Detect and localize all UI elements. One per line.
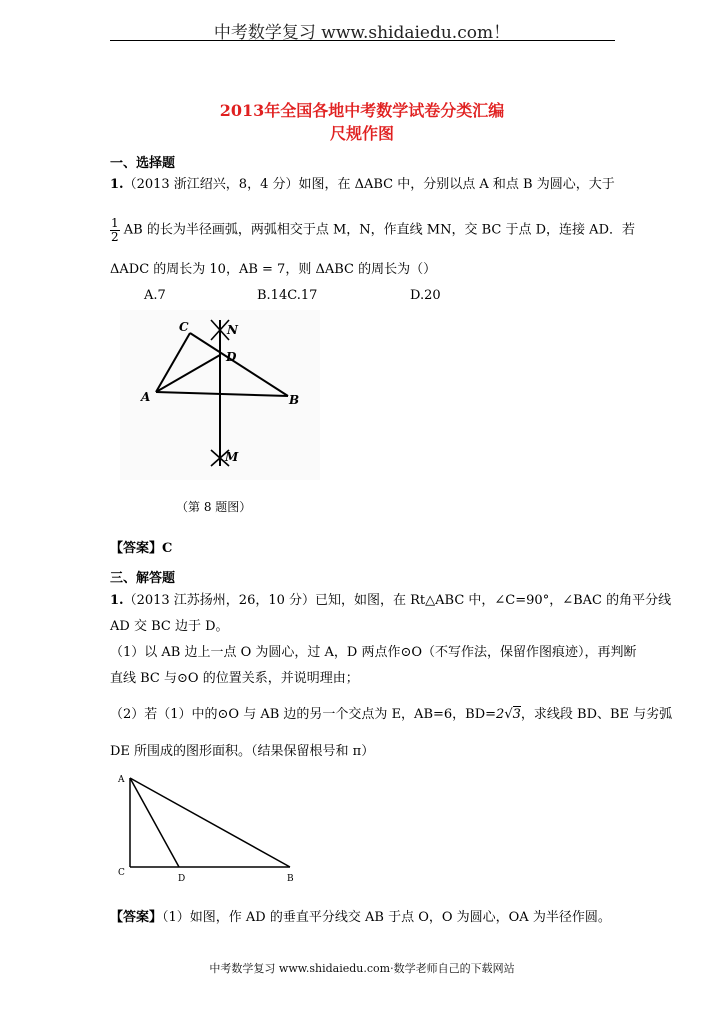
label-d: D <box>178 874 186 884</box>
doc-title: 2013年全国各地中考数学试卷分类汇编 <box>219 101 505 120</box>
label-d: D <box>226 350 237 364</box>
label-n: N <box>227 323 238 337</box>
page-footer: 中考数学复习 www.shidaiedu.com·数学老师自己的下载网站 <box>209 962 515 975</box>
q2-text-line2: AD 交 BC 边于 D。 <box>110 619 229 634</box>
q2-text-line5b: ，求线段 BD、BE 与劣弧 <box>520 707 673 722</box>
sqrt-sign: √ <box>504 707 513 722</box>
q2-text-line1: （2013 江苏扬州，26，10 分）已知，如图，在 Rt△ABC 中，∠C=90°，∠BAC 的角平分线 <box>123 593 672 608</box>
q1-line1 <box>110 178 615 192</box>
fraction-one-half <box>110 217 120 244</box>
q1-line2 <box>110 217 635 249</box>
label-b: B <box>289 393 300 407</box>
q1-text-line3: ΔADC 的周长为 10，AB = 7，则 ΔABC 的周长为（） <box>110 262 437 277</box>
sqrt-coefficient: 2 <box>496 707 505 722</box>
label-a: A <box>141 390 151 404</box>
sqrt-expression <box>496 706 521 722</box>
frac-numerator: 1 <box>111 216 119 230</box>
q1-answer: 【答案】C <box>110 541 173 556</box>
q2-line1 <box>110 594 671 608</box>
q1-text-line1: （2013 浙江绍兴，8，4 分）如图，在 ΔABC 中，分别以点 A 和点 B 为圆心，大于 <box>123 177 615 192</box>
q1-option-bc: B.14C.17 <box>257 288 318 303</box>
label-c: C <box>179 320 189 334</box>
q1-triangle-figure <box>120 310 320 480</box>
q1-text-line2: AB 的长为半径画弧，两弧相交于点 M，N，作直线 MN，交 BC 于点 D，连接 AD．若 <box>123 222 635 238</box>
q2-number: 1. <box>110 593 124 608</box>
label-b: B <box>287 874 294 884</box>
q2-answer-text: （1）如图，作 AD 的垂直平分线交 AB 于点 O，O 为圆心，OA 为半径作圆。 <box>162 910 611 925</box>
q2-text-line4: 直线 BC 与⊙O 的位置关系，并说明理由； <box>110 671 359 686</box>
sqrt-radicand: 3 <box>512 707 521 722</box>
header-rule <box>110 40 615 41</box>
label-c: C <box>118 868 125 878</box>
q2-answer <box>110 911 611 925</box>
doc-subtitle: 尺规作图 <box>329 124 394 143</box>
q2-line5 <box>110 708 672 722</box>
q2-text-line5a: （2）若（1）中的⊙O 与 AB 边的另一个交点为 E，AB=6，BD= <box>110 707 497 722</box>
q2-text-line3: （1）以 AB 边上一点 O 为圆心，过 A，D 两点作⊙O（不写作法，保留作图痕迹），再判断 <box>110 645 637 660</box>
q2-right-triangle-figure <box>110 768 310 888</box>
q2-text-line6: DE 所围成的图形面积。（结果保留根号和 π） <box>110 744 375 759</box>
q1-figure-caption: （第 8 题图） <box>176 500 252 514</box>
section-heading-solutions: 三、解答题 <box>110 571 176 586</box>
frac-denominator: 2 <box>111 230 119 244</box>
q2-answer-label: 【答案】 <box>110 910 163 925</box>
section-heading-choice: 一、选择题 <box>110 156 176 171</box>
q1-option-d: D.20 <box>410 288 441 303</box>
q1-option-a: A.7 <box>144 288 166 303</box>
q1-number: 1. <box>110 177 124 192</box>
page-header: 中考数学复习 www.shidaiedu.com！ <box>213 23 511 43</box>
label-m: M <box>225 450 239 464</box>
label-a: A <box>118 775 125 785</box>
